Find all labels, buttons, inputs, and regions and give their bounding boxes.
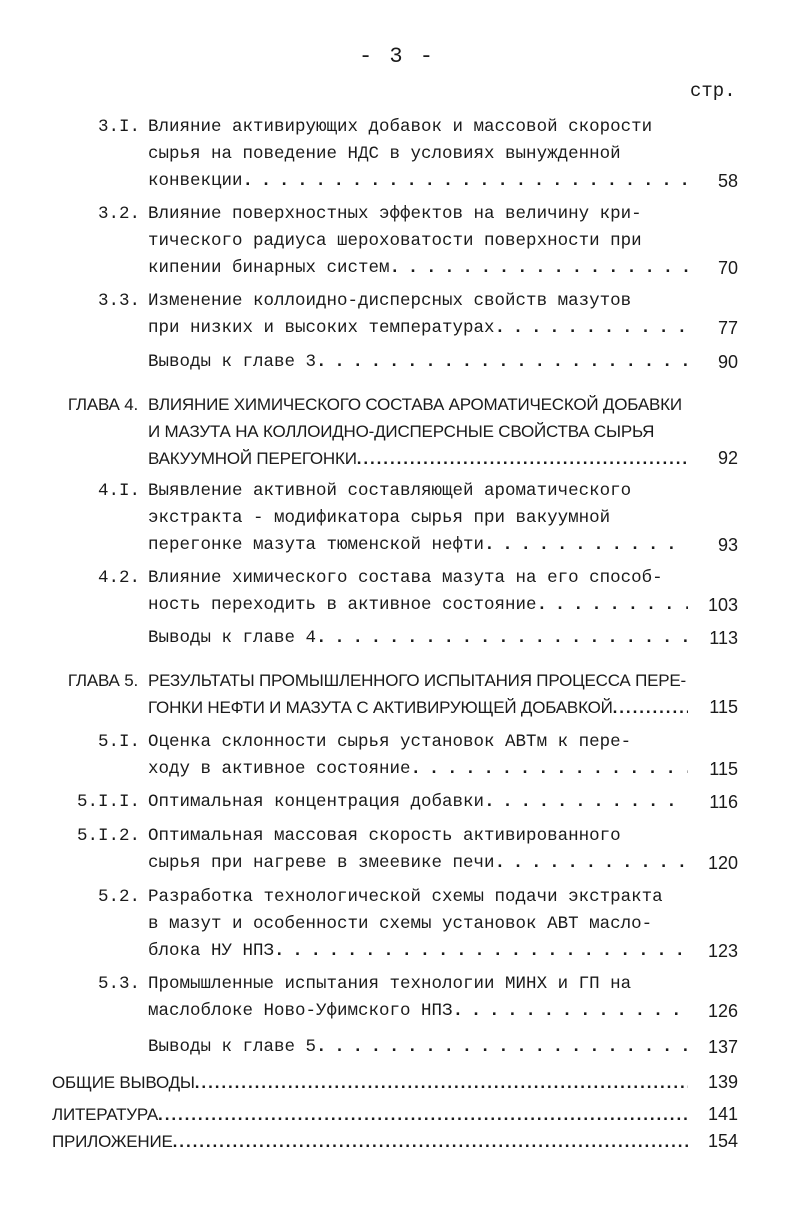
page-ref: 116	[709, 792, 738, 812]
entry-line: маслоблоке Ново-Уфимского НПЗ	[148, 1001, 453, 1021]
entry-line: Выявление активной составляющей ароматического	[148, 481, 632, 501]
dot-leader	[390, 255, 688, 282]
entry-line: Влияние химического состава мазута на его способ-	[148, 568, 663, 588]
entry-line: тического радиуса шероховатости поверхности при	[148, 231, 642, 251]
entry-line: Разработка технологической схемы подачи экстракта	[148, 887, 663, 907]
entry-title	[148, 391, 688, 472]
toc-entry-5-1	[0, 729, 794, 784]
entry-title	[52, 1101, 688, 1128]
entry-number: 4.2.	[97, 568, 140, 588]
entry-line: Изменение коллоидно-дисперсных свойств мазутов	[148, 291, 632, 311]
toc-entry-chapter-4	[0, 391, 794, 473]
entry-line: ЛИТЕРАТУРА	[52, 1105, 159, 1124]
entry-line: ВЛИЯНИЕ ХИМИЧЕСКОГО СОСТАВА АРОМАТИЧЕСКОЙ ДОБАВКИ	[148, 395, 682, 414]
toc-entry-conclusions-4	[0, 625, 794, 653]
toc-entry-general-conclusions	[0, 1069, 794, 1097]
entry-line: Промышленные испытания технологии МИНХ и ГП на	[148, 974, 632, 994]
page-ref: 103	[707, 595, 738, 615]
toc-entry-3-2	[0, 201, 794, 283]
page-ref: 123	[707, 941, 738, 961]
entry-title	[148, 288, 688, 342]
toc-entry-conclusions-3	[0, 349, 794, 377]
page-ref: 77	[717, 318, 738, 338]
entry-title	[148, 667, 688, 721]
toc-entry-5-2	[0, 884, 794, 966]
entry-line: И МАЗУТА НА КОЛЛОИДНО-ДИСПЕРСНЫЕ СВОЙСТВА СЫРЬЯ	[148, 422, 655, 441]
toc-entry-3-3	[0, 288, 794, 343]
dot-leader	[158, 1101, 688, 1128]
entry-title	[148, 625, 688, 652]
entry-line: ОБЩИЕ ВЫВОДЫ	[52, 1073, 195, 1092]
entry-line: Оптимальная массовая скорость активированного	[148, 826, 621, 846]
entry-line: при низких и высоких температурах	[148, 318, 495, 338]
entry-line: Влияние активирующих добавок и массовой скорости	[148, 117, 653, 137]
entry-line: ГОНКИ НЕФТИ И МАЗУТА С АКТИВИРУЮЩЕЙ ДОБАВКОЙ	[148, 698, 613, 717]
entry-title	[148, 729, 688, 783]
entry-title	[148, 201, 688, 282]
page-ref: 70	[717, 258, 738, 278]
entry-line: Выводы к главе 4	[148, 628, 317, 648]
page-ref: 115	[709, 759, 738, 779]
toc-entry-3-1	[0, 114, 794, 196]
page-ref: 92	[717, 448, 738, 468]
entry-title	[148, 971, 688, 1025]
entry-number: 5.3.	[97, 974, 140, 994]
entry-title	[148, 1034, 688, 1061]
entry-line: ПРИЛОЖЕНИЕ	[52, 1132, 173, 1151]
entry-line: РЕЗУЛЬТАТЫ ПРОМЫШЛЕННОГО ИСПЫТАНИЯ ПРОЦЕССА ПЕРЕ-	[148, 671, 686, 690]
entry-title	[148, 349, 688, 376]
entry-number: 3.3.	[97, 291, 140, 311]
entry-line: экстракта - модификатора сырья при вакуумной	[148, 508, 611, 528]
dot-leader	[495, 315, 688, 342]
entry-number: 4.I.	[97, 481, 140, 501]
entry-line: сырья на поведение НДС в условиях вынужденной	[148, 144, 621, 164]
toc-entry-chapter-5	[0, 667, 794, 722]
page-ref: 58	[717, 171, 738, 191]
toc-entry-appendix	[0, 1128, 794, 1156]
entry-line: ходу в активное состояние	[148, 759, 411, 779]
entry-number: 3.2.	[97, 204, 140, 224]
dot-leader	[173, 1128, 688, 1155]
pages-column-label: стр.	[690, 80, 736, 102]
dot-leader	[484, 532, 688, 559]
dot-leader	[453, 998, 688, 1025]
dot-leader	[411, 756, 688, 783]
entry-number: ГЛАВА 5.	[67, 671, 138, 690]
dot-leader	[495, 850, 688, 877]
toc-entry-5-1-1	[0, 789, 794, 817]
dot-leader	[613, 694, 688, 721]
dot-leader	[316, 625, 688, 652]
page-ref: 139	[707, 1072, 738, 1092]
toc-entry-literature	[0, 1101, 794, 1129]
dot-leader	[484, 789, 688, 816]
entry-title	[148, 565, 688, 619]
toc-entry-5-3	[0, 971, 794, 1026]
entry-line: в мазут и особенности схемы установок АВТ масло-	[148, 914, 653, 934]
entry-line: Влияние поверхностных эффектов на величину кри-	[148, 204, 642, 224]
entry-line: ность переходить в активное состояние	[148, 595, 537, 615]
page-ref: 115	[709, 697, 738, 717]
entry-number: 5.I.I.	[76, 792, 140, 812]
dot-leader	[357, 445, 688, 472]
toc-entry-4-1	[0, 478, 794, 560]
page-ref: 137	[707, 1037, 738, 1057]
entry-line: Оценка склонности сырья установок АВТм к пере-	[148, 732, 632, 752]
entry-line: Выводы к главе 5	[148, 1037, 317, 1057]
entry-line: Выводы к главе 3	[148, 352, 317, 372]
entry-line: Оптимальная концентрация добавки	[148, 792, 485, 812]
entry-line: сырья при нагреве в змеевике печи	[148, 853, 495, 873]
entry-number: 3.I.	[97, 117, 140, 137]
dot-leader	[195, 1069, 688, 1096]
dot-leader	[316, 1034, 688, 1061]
page-ref: 120	[707, 853, 738, 873]
dot-leader	[243, 168, 688, 195]
entry-line: перегонке мазута тюменской нефти	[148, 535, 485, 555]
entry-line: кипении бинарных систем	[148, 258, 390, 278]
page-ref: 141	[707, 1104, 738, 1124]
entry-line: блока НУ НПЗ	[148, 941, 275, 961]
toc-entry-4-2	[0, 565, 794, 620]
dot-leader	[274, 938, 688, 965]
page-ref: 113	[709, 628, 738, 648]
entry-line: конвекции	[148, 171, 243, 191]
entry-title	[148, 823, 688, 877]
entry-number: 5.2.	[97, 887, 140, 907]
toc-entry-conclusions-5	[0, 1034, 794, 1062]
dot-leader	[316, 349, 688, 376]
entry-title	[52, 1069, 688, 1096]
entry-title	[148, 478, 688, 559]
dot-leader	[537, 592, 688, 619]
entry-title	[148, 114, 688, 195]
entry-title	[52, 1128, 688, 1155]
entry-title	[148, 789, 688, 816]
page-ref: 90	[717, 352, 738, 372]
entry-number: 5.I.2.	[76, 826, 140, 846]
page-ref: 154	[707, 1131, 738, 1151]
entry-number: ГЛАВА 4.	[67, 395, 138, 414]
page-ref: 126	[707, 1001, 738, 1021]
entry-title	[148, 884, 688, 965]
entry-number: 5.I.	[97, 732, 140, 752]
page-ref: 93	[717, 535, 738, 555]
page-number: - 3 -	[358, 44, 435, 69]
entry-line: ВАКУУМНОЙ ПЕРЕГОНКИ	[148, 449, 357, 468]
toc-entry-5-1-2	[0, 823, 794, 878]
